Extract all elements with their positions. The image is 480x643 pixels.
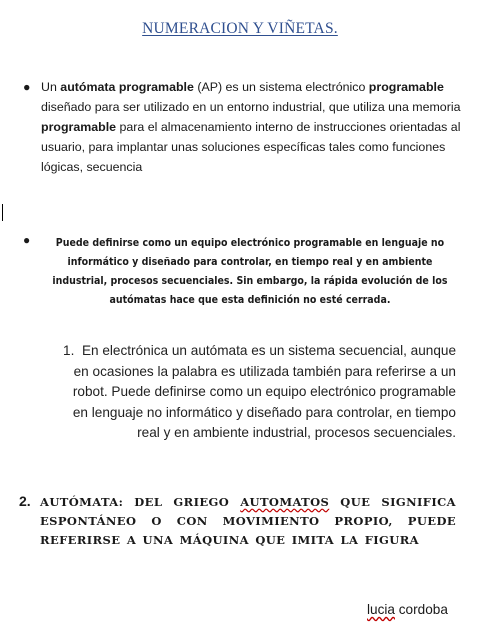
paragraph-text: En electrónica un autómata es un sistema secuencial, aunque en ocasiones la palabra es utilizada también para referirse a un robot. Puede definirse como un equipo electrónico programable en lenguaje no informático y diseñado para controlar, en tiempo real y en ambiente industrial, procesos secuenciales. bbox=[72, 343, 456, 441]
bullet-paragraph-1 bbox=[23, 77, 461, 177]
bullet-icon: ● bbox=[23, 233, 31, 247]
text-cursor[interactable] bbox=[2, 204, 3, 221]
text-run: diseñado para ser utilizado en un entorno industrial, que utiliza una memoria bbox=[41, 100, 461, 114]
list-number: 2. bbox=[19, 493, 31, 509]
bold-run: autómata programable bbox=[60, 80, 194, 94]
text-run: QUE SIGNIFICA ESPONTÁNEO O CON MOVIMIENTO PROPIO, PUEDE REFERIRSE A UNA MÁQUINA QUE IMITA LA FIGURA bbox=[40, 495, 456, 547]
numbered-paragraph-1 bbox=[58, 341, 456, 444]
author-name bbox=[367, 602, 448, 617]
bullet-paragraph-2: Puede definirse como un equipo electrónico programable en lenguaje no informático y diseñado para controlar, en tiempo real y en ambiente industrial, procesos secuenciales. Sin embargo, la rápida evolución de los autómatas hace que esta definición no esté cerrada. bbox=[52, 236, 448, 306]
bullet-icon: ● bbox=[23, 80, 31, 94]
document-title: NUMERACION Y VIÑETAS. bbox=[142, 20, 338, 37]
misspelled-word[interactable]: AUTOMATOS bbox=[240, 495, 330, 509]
text-run: para el almacenamiento interno de instrucciones orientadas al usuario, para implantar unas soluciones específicas tales como funciones lógicas, secuencia bbox=[41, 120, 461, 174]
bold-run: programable bbox=[368, 80, 444, 94]
text-run: (AP) es un sistema electrónico bbox=[193, 80, 369, 94]
text-run: AUTÓMATA: DEL GRIEGO bbox=[40, 495, 241, 509]
text-run: Un bbox=[41, 80, 61, 94]
misspelled-word[interactable]: lucia bbox=[367, 602, 395, 617]
list-number: 1. bbox=[63, 343, 75, 358]
numbered-paragraph-2 bbox=[40, 493, 456, 550]
text-run: cordoba bbox=[398, 602, 448, 617]
bold-run: programable bbox=[41, 120, 117, 134]
